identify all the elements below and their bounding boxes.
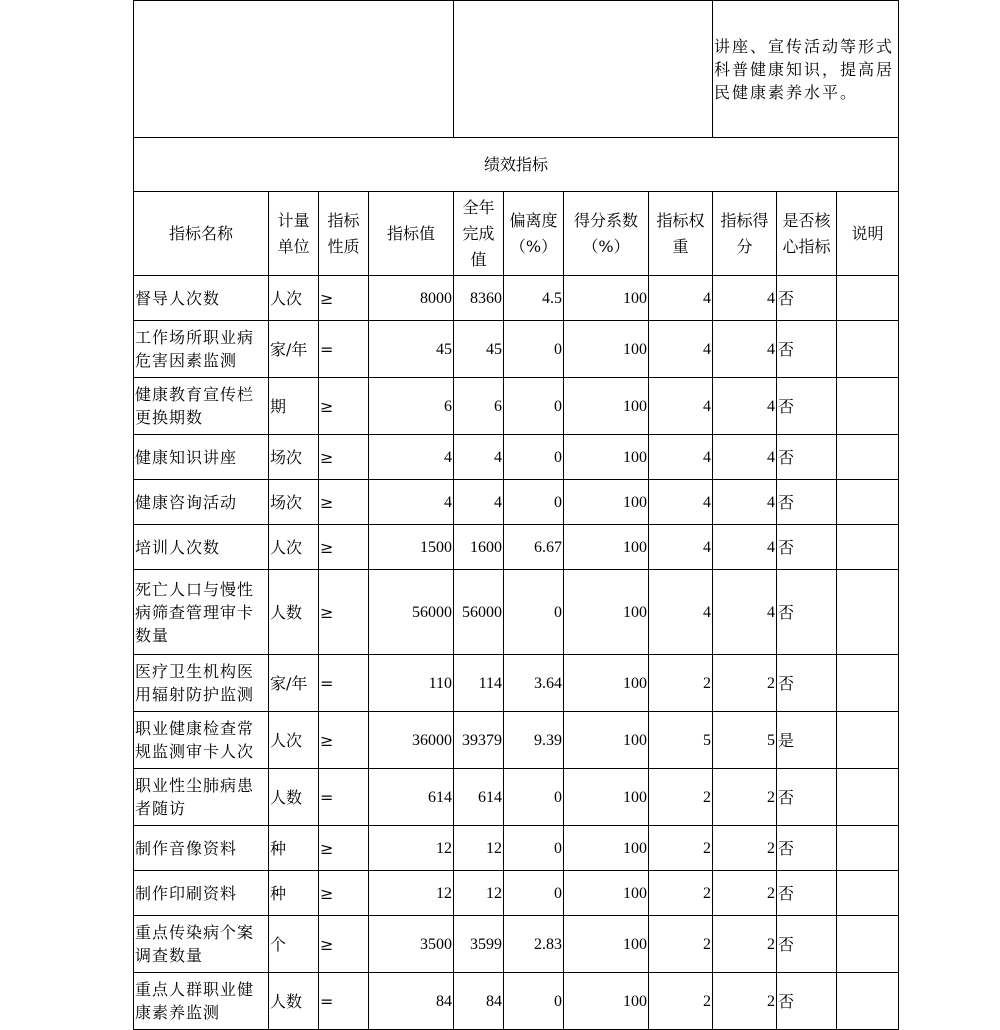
cell-unit: 人数 [269, 973, 319, 1030]
cell-coefficient: 100 [564, 276, 649, 321]
cell-name: 职业健康检查常规监测审卡人次 [134, 712, 269, 769]
cell-nature: ≥ [319, 570, 369, 655]
cell-core: 否 [777, 973, 837, 1030]
previous-page-continuation-row [134, 1, 899, 138]
cell-coefficient: 100 [564, 655, 649, 712]
cell-deviation: 4.5 [504, 276, 564, 321]
cell-nature: ≥ [319, 378, 369, 435]
cell-coefficient: 100 [564, 480, 649, 525]
cell-weight: 5 [649, 712, 713, 769]
cell-actual: 1600 [454, 525, 504, 570]
cell-nature: = [319, 321, 369, 378]
cell-coefficient: 100 [564, 769, 649, 826]
cell-deviation: 9.39 [504, 712, 564, 769]
cell-nature: ≥ [319, 712, 369, 769]
cell-core: 否 [777, 570, 837, 655]
cell-name: 健康教育宣传栏更换期数 [134, 378, 269, 435]
header-target: 指标值 [369, 192, 454, 276]
table-row [134, 916, 899, 973]
cell-note [837, 435, 899, 480]
continuation-description: 讲座、宣传活动等形式科普健康知识，提高居民健康素养水平。 [713, 1, 899, 138]
cell-note [837, 525, 899, 570]
cell-coefficient: 100 [564, 871, 649, 916]
cell-deviation: 2.83 [504, 916, 564, 973]
cell-core: 是 [777, 712, 837, 769]
cell-nature: ≥ [319, 826, 369, 871]
cell-core: 否 [777, 378, 837, 435]
header-note: 说明 [837, 192, 899, 276]
cell-note [837, 480, 899, 525]
table-row [134, 712, 899, 769]
cell-core: 否 [777, 826, 837, 871]
cell-weight: 4 [649, 435, 713, 480]
cell-weight: 4 [649, 276, 713, 321]
cell-nature: ≥ [319, 525, 369, 570]
cell-target: 1500 [369, 525, 454, 570]
cell-weight: 2 [649, 871, 713, 916]
cell-unit: 人次 [269, 276, 319, 321]
cell-core: 否 [777, 480, 837, 525]
cell-actual: 614 [454, 769, 504, 826]
cell-score: 2 [713, 769, 777, 826]
header-weight: 指标权重 [649, 192, 713, 276]
cell-unit: 家/年 [269, 321, 319, 378]
cell-name: 制作音像资料 [134, 826, 269, 871]
cell-actual: 114 [454, 655, 504, 712]
cell-weight: 4 [649, 378, 713, 435]
cell-actual: 12 [454, 871, 504, 916]
cell-nature: = [319, 769, 369, 826]
header-coefficient: 得分系数（%） [564, 192, 649, 276]
cell-coefficient: 100 [564, 525, 649, 570]
cell-actual: 4 [454, 435, 504, 480]
table-row [134, 378, 899, 435]
cell-name: 医疗卫生机构医用辐射防护监测 [134, 655, 269, 712]
cell-unit: 期 [269, 378, 319, 435]
cell-score: 4 [713, 570, 777, 655]
cell-name: 培训人次数 [134, 525, 269, 570]
cell-weight: 4 [649, 525, 713, 570]
cell-deviation: 0 [504, 826, 564, 871]
cell-deviation: 0 [504, 871, 564, 916]
cell-core: 否 [777, 321, 837, 378]
cell-deviation: 0 [504, 480, 564, 525]
cell-weight: 2 [649, 916, 713, 973]
cell-name: 制作印刷资料 [134, 871, 269, 916]
cell-coefficient: 100 [564, 973, 649, 1030]
cell-target: 84 [369, 973, 454, 1030]
cell-coefficient: 100 [564, 570, 649, 655]
cell-weight: 4 [649, 570, 713, 655]
table-row [134, 871, 899, 916]
cell-name: 健康知识讲座 [134, 435, 269, 480]
table-row [134, 655, 899, 712]
cell-unit: 人数 [269, 570, 319, 655]
cell-weight: 2 [649, 826, 713, 871]
cell-deviation: 0 [504, 570, 564, 655]
cell-actual: 45 [454, 321, 504, 378]
cell-target: 45 [369, 321, 454, 378]
header-actual: 全年完成值 [454, 192, 504, 276]
cell-note [837, 871, 899, 916]
cell-name: 工作场所职业病危害因素监测 [134, 321, 269, 378]
cell-score: 4 [713, 525, 777, 570]
cell-coefficient: 100 [564, 378, 649, 435]
cell-weight: 2 [649, 769, 713, 826]
cell-nature: = [319, 655, 369, 712]
header-nature: 指标性质 [319, 192, 369, 276]
cell-target: 12 [369, 871, 454, 916]
cell-core: 否 [777, 769, 837, 826]
cell-coefficient: 100 [564, 826, 649, 871]
cell-note [837, 321, 899, 378]
cell-score: 2 [713, 826, 777, 871]
cell-score: 4 [713, 321, 777, 378]
cell-score: 2 [713, 655, 777, 712]
cell-score: 4 [713, 480, 777, 525]
header-name: 指标名称 [134, 192, 269, 276]
cell-name: 健康咨询活动 [134, 480, 269, 525]
cell-score: 4 [713, 435, 777, 480]
cell-deviation: 3.64 [504, 655, 564, 712]
cell-nature: ≥ [319, 871, 369, 916]
cell-weight: 4 [649, 480, 713, 525]
cell-nature: ≥ [319, 916, 369, 973]
cell-score: 2 [713, 916, 777, 973]
cell-actual: 12 [454, 826, 504, 871]
cell-actual: 6 [454, 378, 504, 435]
cell-note [837, 276, 899, 321]
table-row [134, 826, 899, 871]
cell-actual: 84 [454, 973, 504, 1030]
cell-name: 督导人次数 [134, 276, 269, 321]
cell-target: 6 [369, 378, 454, 435]
cell-target: 36000 [369, 712, 454, 769]
cell-name: 职业性尘肺病患者随访 [134, 769, 269, 826]
table-row [134, 769, 899, 826]
continuation-cell-empty-1 [134, 1, 454, 138]
table-row [134, 276, 899, 321]
cell-deviation: 0 [504, 769, 564, 826]
cell-deviation: 0 [504, 973, 564, 1030]
cell-unit: 人数 [269, 769, 319, 826]
cell-coefficient: 100 [564, 321, 649, 378]
cell-deviation: 0 [504, 321, 564, 378]
header-deviation: 偏离度（%） [504, 192, 564, 276]
cell-unit: 场次 [269, 480, 319, 525]
cell-nature: ≥ [319, 480, 369, 525]
cell-note [837, 916, 899, 973]
continuation-cell-empty-2 [454, 1, 713, 138]
cell-core: 否 [777, 525, 837, 570]
table-row [134, 321, 899, 378]
cell-note [837, 655, 899, 712]
cell-deviation: 6.67 [504, 525, 564, 570]
cell-unit: 人次 [269, 712, 319, 769]
performance-indicator-table [133, 0, 899, 1030]
cell-coefficient: 100 [564, 916, 649, 973]
table-row [134, 435, 899, 480]
header-score: 指标得分 [713, 192, 777, 276]
cell-core: 否 [777, 916, 837, 973]
cell-score: 4 [713, 378, 777, 435]
cell-note [837, 712, 899, 769]
cell-note [837, 769, 899, 826]
cell-target: 3500 [369, 916, 454, 973]
cell-note [837, 378, 899, 435]
cell-score: 4 [713, 276, 777, 321]
cell-weight: 2 [649, 973, 713, 1030]
cell-nature: = [319, 973, 369, 1030]
table-header-row [134, 192, 899, 276]
cell-note [837, 826, 899, 871]
cell-core: 否 [777, 871, 837, 916]
section-title-row [134, 138, 899, 192]
cell-unit: 种 [269, 826, 319, 871]
cell-target: 110 [369, 655, 454, 712]
cell-coefficient: 100 [564, 712, 649, 769]
cell-deviation: 0 [504, 378, 564, 435]
cell-coefficient: 100 [564, 435, 649, 480]
cell-core: 否 [777, 276, 837, 321]
cell-score: 2 [713, 871, 777, 916]
cell-name: 重点人群职业健康素养监测 [134, 973, 269, 1030]
cell-note [837, 973, 899, 1030]
table-row [134, 570, 899, 655]
cell-unit: 家/年 [269, 655, 319, 712]
cell-core: 否 [777, 435, 837, 480]
cell-name: 死亡人口与慢性病筛查管理审卡数量 [134, 570, 269, 655]
cell-actual: 3599 [454, 916, 504, 973]
table-row [134, 480, 899, 525]
cell-unit: 种 [269, 871, 319, 916]
cell-actual: 4 [454, 480, 504, 525]
cell-target: 4 [369, 480, 454, 525]
cell-actual: 8360 [454, 276, 504, 321]
cell-nature: ≥ [319, 435, 369, 480]
cell-target: 4 [369, 435, 454, 480]
cell-target: 56000 [369, 570, 454, 655]
cell-unit: 个 [269, 916, 319, 973]
cell-name: 重点传染病个案调查数量 [134, 916, 269, 973]
cell-core: 否 [777, 655, 837, 712]
cell-target: 12 [369, 826, 454, 871]
cell-score: 5 [713, 712, 777, 769]
cell-actual: 39379 [454, 712, 504, 769]
table-row [134, 525, 899, 570]
cell-deviation: 0 [504, 435, 564, 480]
cell-note [837, 570, 899, 655]
cell-actual: 56000 [454, 570, 504, 655]
cell-target: 614 [369, 769, 454, 826]
cell-score: 2 [713, 973, 777, 1030]
cell-nature: ≥ [319, 276, 369, 321]
cell-unit: 人次 [269, 525, 319, 570]
cell-weight: 4 [649, 321, 713, 378]
cell-weight: 2 [649, 655, 713, 712]
header-unit: 计量单位 [269, 192, 319, 276]
header-core: 是否核心指标 [777, 192, 837, 276]
section-title: 绩效指标 [134, 138, 899, 192]
cell-target: 8000 [369, 276, 454, 321]
cell-unit: 场次 [269, 435, 319, 480]
table-row [134, 973, 899, 1030]
